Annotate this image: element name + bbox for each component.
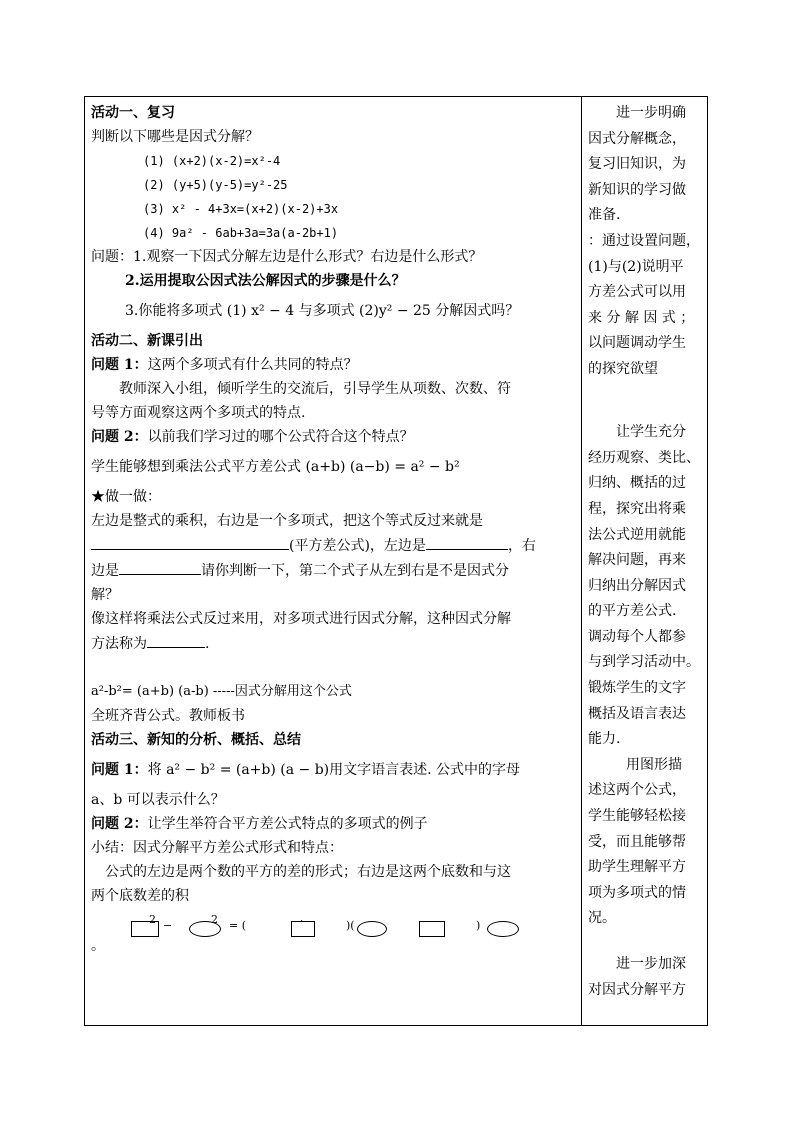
blank-method: [147, 631, 205, 648]
try-line-5: 像这样将乘法公式反过来用，对多项式进行因式分解，这种因式分解: [91, 611, 511, 627]
try-line-6b: .: [205, 636, 210, 652]
content-column: [91, 101, 577, 958]
note-line: 进一步加深: [616, 956, 686, 972]
note-line: 以问题调动学生: [588, 335, 686, 352]
note-line: 复习旧知识，为: [588, 156, 686, 173]
note-line: [588, 932, 706, 952]
note-line: 用图形描: [626, 756, 682, 773]
note-line: 程，探究出将乘: [588, 500, 686, 517]
note-line: 解决问题，再来: [588, 552, 686, 569]
oval-shape-3: [487, 921, 519, 937]
note-line: 进一步明确: [616, 105, 686, 121]
summary-line-1: 公式的左边是两个数的平方的差的形式；右边是这两个底数和与这: [105, 864, 511, 880]
note-line: 让学生充分: [616, 424, 686, 441]
try-line-3a: 边是: [91, 563, 119, 579]
try-line-6a: 方法称为: [91, 636, 147, 652]
note-line: ：通过设置问题，: [588, 232, 700, 249]
problem2-label: 问题 2：: [91, 429, 148, 445]
blank-right-side: [119, 558, 201, 575]
note-line: [588, 383, 706, 409]
note-line: 准备.: [588, 207, 621, 224]
equals-paren: = (: [229, 919, 247, 932]
note-line: 的平方差公式.: [588, 603, 677, 620]
note-line: 来 分 解 因 式 ；: [588, 309, 695, 326]
note-line: 对因式分解平方: [588, 981, 686, 998]
note-line: 法公式逆用就能: [588, 526, 686, 543]
column-divider: [581, 97, 582, 1025]
question-1: 问题：1.观察一下因式分解左边是什么形式？右边是什么形式？: [91, 249, 483, 265]
try-title: ★做一做：: [91, 489, 161, 505]
end-mark: 。: [91, 938, 105, 954]
note-line: 的探究欲望: [588, 360, 658, 377]
note-line: 方差公式可以用: [588, 284, 686, 301]
note-line: 归纳出分解因式: [588, 577, 686, 594]
lesson-table: [84, 96, 708, 1026]
oval-exponent: 2: [211, 913, 218, 926]
square-exponent: 2: [149, 913, 156, 926]
note-line: 与到学习活动中。: [588, 654, 700, 671]
oval-shape-2: [357, 921, 387, 937]
summary-title: 小结：因式分解平方差公式形式和特点：: [91, 840, 343, 856]
question-3: 3.你能将多项式 (1) x² − 4 与多项式 (2)y² − 25 分解因式吗？: [125, 303, 520, 319]
note-line: 调动每个人都参: [588, 628, 686, 645]
problem2-text: 以前我们学习过的哪个公式符合这个特点？: [147, 429, 414, 445]
note-line: 因式分解概念，: [588, 130, 686, 147]
square-shape-2: [291, 921, 315, 937]
item-3: (3) x² - 4+3x=(x+2)(x-2)+3x: [143, 202, 339, 216]
try-line-4: 解？: [91, 587, 119, 603]
recite-line: 全班齐背公式。教师板书: [91, 708, 245, 724]
activity3-title: 活动三、新知的分析、概括、总结: [91, 732, 301, 748]
teacher-text-2: 号等方面观察这两个多项式的特点.: [91, 405, 306, 421]
square-shape-3: [419, 921, 445, 937]
note-line: 经历观察、类比、: [588, 449, 700, 466]
note-line: 助学生理解平方: [588, 859, 686, 876]
a3-problem1-label: 问题 1：: [91, 762, 148, 778]
note-line: 项为多项式的情: [588, 884, 686, 901]
a3-problem2-label: 问题 2：: [91, 816, 148, 832]
blank-formula: [91, 533, 289, 550]
try-line-3b: 请你判断一下，第二个式子从左到右是不是因式分: [201, 563, 509, 579]
note-line: 新知识的学习做: [588, 181, 686, 198]
problem1-text: 这两个多项式有什么共同的特点？: [147, 357, 358, 373]
activity1-title: 活动一、复习: [91, 105, 175, 121]
a3-problem1-text: 将 a² − b² = (a+b) (a − b)用文字语言表述. 公式中的字母: [147, 762, 521, 778]
note-line: 况。: [588, 910, 616, 927]
teacher-text-1: 教师深入小组，倾听学生的交流后，引导学生从项数、次数、符: [119, 381, 511, 397]
a3-problem1-text2: a、b 可以表示什么？: [91, 792, 225, 808]
a3-problem2-text: 让学生举符合平方差公式特点的多项式的例子: [147, 816, 428, 832]
note-line: 受，而且能够帮: [588, 833, 686, 850]
student-think: 学生能够想到乘法公式平方差公式 (a+b) (a−b) = a² − b²: [91, 459, 460, 475]
note-line: 述这两个公式，: [588, 782, 686, 799]
activity2-title: 活动二、新课引出: [91, 333, 203, 349]
activity1-question: 判断以下哪些是因式分解？: [91, 129, 259, 145]
formula-shapes: [91, 908, 577, 942]
problem1-label: 问题 1：: [91, 357, 148, 373]
close-open-paren: )(: [346, 919, 355, 932]
try-line-2b: ，右: [507, 538, 536, 554]
item-2: (2) (y+5)(y-5)=y²-25: [143, 178, 288, 192]
note-line: 锻炼学生的文字: [588, 680, 686, 697]
note-line: 概括及语言表达: [588, 705, 686, 722]
formula-line: a²-b²= (a+b) (a-b) -----因式分解用这个公式: [91, 684, 352, 699]
summary-line-2: 两个底数差的积: [91, 888, 189, 904]
note-line: (1)与(2)说明平: [588, 258, 684, 275]
try-line-2a: (平方差公式)，左边是: [289, 538, 426, 554]
item-1: (1) (x+2)(x-2)=x²-4: [143, 154, 281, 168]
note-line: 学生能够轻松接: [588, 808, 686, 825]
item-4: (4) 9a² - 6ab+3a=3a(a-2b+1): [143, 226, 339, 240]
minus-sign: −: [163, 919, 173, 932]
note-line: 能力.: [588, 731, 621, 748]
blank-left-side: [426, 533, 508, 550]
try-line-1: 左边是整式的乘积，右边是一个多项式，把这个等式反过来就是: [91, 513, 483, 529]
note-line: [588, 408, 706, 420]
notes-column: [588, 101, 706, 1003]
close-paren: ): [476, 919, 481, 932]
question-2: 2.运用提取公因式法公解因式的步骤是什么？: [125, 273, 406, 289]
note-line: 归纳、概括的过: [588, 475, 686, 492]
